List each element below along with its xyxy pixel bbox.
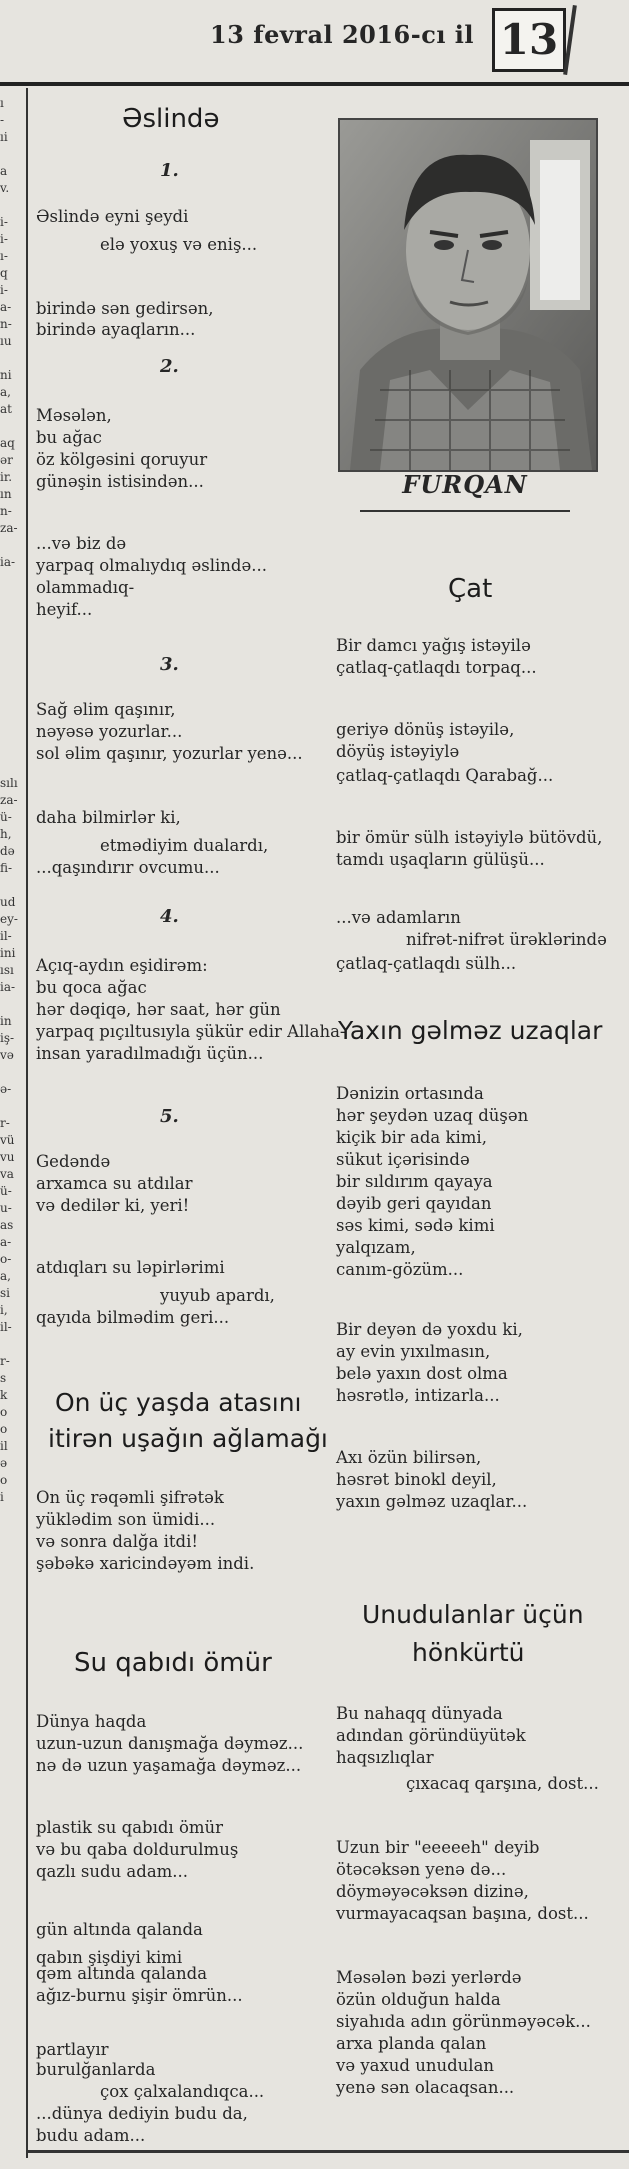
clipped-line [0, 877, 20, 894]
poem-line: vurmayacaqsan başına, dost... [336, 1904, 589, 1923]
poem-line: qəm altında qalanda [36, 1964, 208, 1983]
clipped-line [0, 758, 20, 775]
poem-line: yüklədim son ümidi... [36, 1510, 216, 1529]
poem-line: Bir deyən də yoxdu ki, [336, 1320, 523, 1339]
clipped-line: ini [0, 946, 16, 960]
poem-line: həsrətlə, intizarla... [336, 1386, 500, 1405]
clipped-line: si [0, 1286, 10, 1300]
poem-line: canım-gözüm... [336, 1260, 464, 1279]
clipped-line: iş- [0, 1031, 15, 1045]
poem-line: olammadıq- [36, 578, 135, 597]
clipped-line: ısı [0, 963, 14, 977]
poem-line: daha bilmirlər ki, [36, 808, 181, 827]
clipped-line: də [0, 844, 15, 858]
poem-line: Əslində eyni şeydi [36, 207, 189, 226]
poem-line: ay evin yıxılmasın, [336, 1342, 491, 1361]
portrait-image [340, 120, 596, 470]
clipped-line: - [0, 113, 5, 127]
clipped-line [0, 197, 20, 214]
poem-line: döyməyəcəksən dizinə, [336, 1882, 529, 1901]
poem-line: Məsələn bəzi yerlərdə [336, 1968, 522, 1987]
clipped-line: r- [0, 1116, 10, 1130]
poem-line: Dünya haqda [36, 1712, 147, 1731]
poem-line: yenə sən olacaqsan... [336, 2078, 515, 2097]
clipped-line [0, 707, 20, 724]
clipped-line: ia- [0, 555, 16, 569]
poem-line: Axı özün bilirsən, [336, 1448, 482, 1467]
clipped-line: ər [0, 453, 13, 467]
clipped-line: a, [0, 1269, 11, 1283]
clipped-line [0, 146, 20, 163]
stanza-number: 2. [160, 356, 179, 377]
clipped-line: ir. [0, 470, 13, 484]
poem-line: ...və biz də [36, 534, 127, 553]
column-rule [26, 88, 28, 2158]
poem-line: adından göründüyütək [336, 1726, 526, 1745]
clipped-line: o [0, 1422, 8, 1436]
poem-line: budu adam... [36, 2126, 146, 2145]
clipped-line [0, 571, 20, 588]
clipped-line: v. [0, 181, 10, 195]
clipped-line [0, 1064, 20, 1081]
poem-title-on-uc-line1: On üç yaşda atasını [55, 1388, 302, 1417]
poem-line: atdıqları su ləpirlərimi [36, 1258, 225, 1277]
stanza-number: 1. [160, 160, 179, 181]
poem-line: partlayır [36, 2040, 109, 2059]
clipped-line: k [0, 1388, 8, 1402]
poem-line: On üç rəqəmli şifrətək [36, 1488, 224, 1507]
poem-line: Dənizin ortasında [336, 1084, 484, 1103]
poem-line: yaxın gəlməz uzaqlar... [336, 1492, 528, 1511]
clipped-line: ı [0, 96, 4, 110]
poem-line: ...və adamların [336, 908, 461, 927]
footer-rule [28, 2150, 629, 2153]
poem-line: gün altında qalanda [36, 1920, 203, 1939]
clipped-line: ın [0, 487, 12, 501]
poem-line: hər şeydən uzaq düşən [336, 1106, 529, 1125]
clipped-line [0, 741, 20, 758]
clipped-line [0, 1098, 20, 1115]
clipped-line: as [0, 1218, 14, 1232]
poem-line: nəyəsə yozurlar... [36, 722, 183, 741]
clipped-line: r- [0, 1354, 10, 1368]
clipped-line: in [0, 1014, 12, 1028]
poem-line: çatlaq-çatlaqdı Qarabağ... [336, 766, 554, 785]
clipped-line: ey- [0, 912, 18, 926]
poem-line: ...qaşındırır ovcumu... [36, 858, 220, 877]
poem-line: yarpaq pıçıltusıyla şükür edir Allaha- [36, 1022, 346, 1041]
clipped-line: ıu [0, 334, 12, 348]
clipped-line: q [0, 266, 8, 280]
clipped-line: i- [0, 232, 8, 246]
clipped-line: aq [0, 436, 15, 450]
poem-line: və yaxud unudulan [336, 2056, 495, 2075]
poem-line: kiçik bir ada kimi, [336, 1128, 487, 1147]
clipped-line [0, 1336, 20, 1353]
clipped-line: ia- [0, 980, 16, 994]
poem-line: haqsızlıqlar [336, 1748, 434, 1767]
issue-date: 13 fevral 2016-cı il [210, 20, 475, 49]
poem-line: qayıda bilmədim geri... [36, 1308, 230, 1327]
poem-title-eslinde: Əslində [122, 104, 220, 134]
header-rule [0, 82, 629, 86]
clipped-line: il [0, 1439, 8, 1453]
poem-line: plastik su qabıdı ömür [36, 1818, 224, 1837]
clipped-line: u- [0, 1201, 12, 1215]
poem-line: uzun-uzun danışmağa dəyməz... [36, 1734, 304, 1753]
poem-line: yuyub apardı, [160, 1286, 275, 1305]
author-rule [360, 510, 570, 512]
clipped-line: i- [0, 215, 8, 229]
poem-title-su-qabi: Su qabıdı ömür [74, 1648, 272, 1678]
clipped-line [0, 605, 20, 622]
clipped-line: ı- [0, 249, 8, 263]
poem-line: belə yaxın dost olma [336, 1364, 508, 1383]
poem-line: çox çalxalandıqca... [100, 2082, 265, 2101]
poem-line: çıxacaq qarşına, dost... [406, 1774, 599, 1793]
poem-line: özün olduğun halda [336, 1990, 501, 2009]
clipped-line: i, [0, 1303, 8, 1317]
poem-line: nə də uzun yaşamağa dəyməz... [36, 1756, 302, 1775]
clipped-line: va [0, 1167, 14, 1181]
clipped-line [0, 350, 20, 367]
clipped-line: sılı [0, 776, 18, 790]
poem-line: yarpaq olmalıydıq əslində... [36, 556, 267, 575]
clipped-line: za- [0, 793, 18, 807]
poem-line: həsrət binokl deyil, [336, 1470, 497, 1489]
poem-line: Bu nahaqq dünyada [336, 1704, 503, 1723]
poem-line: yalqızam, [336, 1238, 416, 1257]
clipped-line: a- [0, 300, 12, 314]
clipped-line: h, [0, 827, 12, 841]
poem-line: ağız-burnu şişir ömrün... [36, 1986, 243, 2005]
clipped-line: n- [0, 504, 12, 518]
stanza-number: 5. [160, 1106, 179, 1127]
poem-line: qazlı sudu adam... [36, 1862, 189, 1881]
clipped-line: ü- [0, 1184, 12, 1198]
poem-title-unudulanlar-line2: hönkürtü [412, 1638, 525, 1667]
poem-line: qabın şişdiyi kimi [36, 1948, 183, 1967]
poem-line: bir sıldırım qayaya [336, 1172, 493, 1191]
poem-line: elə yoxuş və eniş... [100, 235, 258, 254]
clipped-line: o- [0, 1252, 12, 1266]
poem-line: heyif... [36, 600, 93, 619]
clipped-line: a- [0, 1235, 12, 1249]
poem-line: nifrət-nifrət ürəklərində [406, 930, 607, 949]
poem-line: siyahıda adın görünməyəcək... [336, 2012, 591, 2031]
clipped-line: a, [0, 385, 11, 399]
poem-line: arxamca su atdılar [36, 1174, 193, 1193]
author-name: FURQAN [402, 470, 528, 499]
poem-line: geriyə dönüş istəyilə, [336, 720, 515, 739]
poem-line: ötəcəksən yenə də... [336, 1860, 507, 1879]
clipped-line: za- [0, 521, 18, 535]
poem-line: səs kimi, sədə kimi [336, 1216, 495, 1235]
clipped-line: ni [0, 368, 12, 382]
poem-line: çatlaq-çatlaqdı sülh... [336, 954, 517, 973]
poem-line: arxa planda qalan [336, 2034, 487, 2053]
poem-line: ...dünya dediyin budu da, [36, 2104, 248, 2123]
clipped-line [0, 724, 20, 741]
poem-line: Məsələn, [36, 406, 112, 425]
clipped-line [0, 588, 20, 605]
clipped-line: ə- [0, 1082, 12, 1096]
poem-title-cat: Çat [448, 574, 493, 604]
clipped-line [0, 996, 20, 1013]
poem-line: Bir damcı yağış istəyilə [336, 636, 531, 655]
poem-line: birində sən gedirsən, [36, 299, 214, 318]
clipped-line [0, 622, 20, 639]
page-number: 13 [492, 8, 566, 72]
clipped-line: n- [0, 317, 12, 331]
clipped-line: il- [0, 1320, 12, 1334]
poem-line: döyüş istəyiylə [336, 742, 460, 761]
poem-line: bir ömür sülh istəyiylə bütövdü, [336, 828, 603, 847]
clipped-line: vu [0, 1150, 15, 1164]
poem-line: Uzun bir "eeeeeh" deyib [336, 1838, 540, 1857]
clipped-line: at [0, 402, 12, 416]
clipped-column-text [0, 95, 20, 1506]
page-header [0, 0, 629, 82]
poem-line: hər dəqiqə, hər saat, hər gün [36, 1000, 281, 1019]
clipped-line: ü- [0, 810, 12, 824]
poem-line: sükut içərisində [336, 1150, 470, 1169]
poem-line: günəşin istisindən... [36, 472, 204, 491]
clipped-line: o [0, 1473, 8, 1487]
stanza-number: 4. [160, 906, 179, 927]
poem-line: və dedilər ki, yeri! [36, 1196, 190, 1215]
poem-line: çatlaq-çatlaqdı torpaq... [336, 658, 537, 677]
clipped-line: a [0, 164, 8, 178]
poem-line: bu qoca ağac [36, 978, 147, 997]
poem-line: və sonra dalğa itdi! [36, 1532, 199, 1551]
poem-line: Sağ əlim qaşınır, [36, 700, 176, 719]
author-photo [338, 118, 598, 472]
clipped-line: ıi [0, 130, 8, 144]
clipped-line: ə [0, 1456, 8, 1470]
poem-title-unudulanlar-line1: Unudulanlar üçün [362, 1600, 584, 1629]
clipped-line [0, 639, 20, 656]
clipped-line: i- [0, 283, 8, 297]
clipped-line: fi- [0, 861, 13, 875]
clipped-line [0, 673, 20, 690]
clipped-line: o [0, 1405, 8, 1419]
clipped-line [0, 690, 20, 707]
poem-title-yaxin: Yaxın gəlməz uzaqlar [338, 1016, 603, 1045]
poem-line: Gedəndə [36, 1152, 111, 1171]
clipped-line: ud [0, 895, 16, 909]
clipped-line [0, 656, 20, 673]
poem-line: öz kölgəsini qoruyur [36, 450, 208, 469]
poem-line: insan yaradılmadığı üçün... [36, 1044, 264, 1063]
clipped-line: s [0, 1371, 7, 1385]
poem-line: etmədiyim dualardı, [100, 836, 269, 855]
clipped-line: və [0, 1048, 14, 1062]
clipped-line: il- [0, 929, 12, 943]
poem-line: burulğanlarda [36, 2060, 156, 2079]
clipped-line [0, 537, 20, 554]
poem-line: tamdı uşaqların gülüşü... [336, 850, 545, 869]
poem-line: birində ayaqların... [36, 320, 196, 339]
clipped-line: vü [0, 1133, 15, 1147]
clipped-line [0, 418, 20, 435]
poem-line: və bu qaba doldurulmuş [36, 1840, 239, 1859]
clipped-line: i [0, 1490, 4, 1504]
poem-line: dəyib geri qayıdan [336, 1194, 492, 1213]
poem-line: Açıq-aydın eşidirəm: [36, 956, 208, 975]
poem-title-on-uc-line2: itirən uşağın ağlamağı [48, 1424, 328, 1453]
poem-line: bu ağac [36, 428, 102, 447]
poem-line: sol əlim qaşınır, yozurlar yenə... [36, 744, 303, 763]
poem-line: şəbəkə xaricindəyəm indi. [36, 1554, 255, 1573]
stanza-number: 3. [160, 654, 179, 675]
